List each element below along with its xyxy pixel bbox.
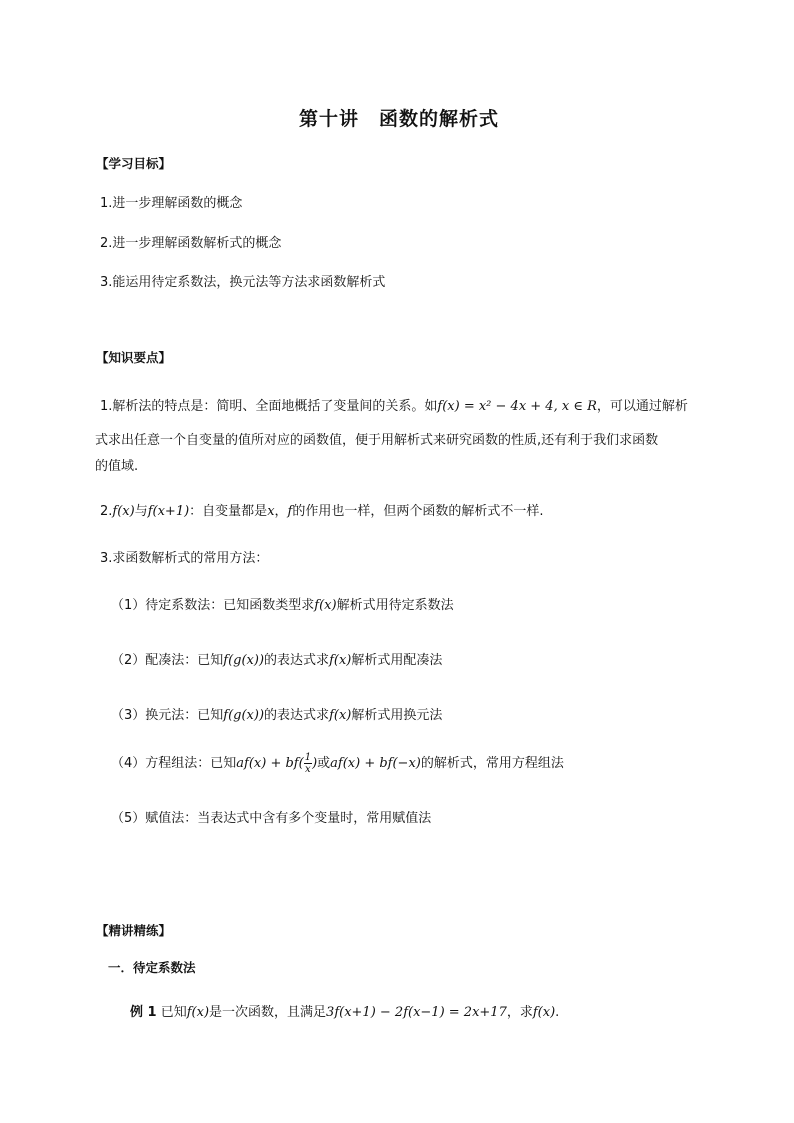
text: 2. <box>100 504 113 519</box>
formula: f(g(x)) <box>223 653 265 668</box>
formula: af(x) + bf(−x) <box>330 756 421 771</box>
formula: ) <box>312 756 318 771</box>
goal-item: 2.进一步理解函数解析式的概念 <box>100 236 282 251</box>
text: 的表达式求 <box>264 653 330 668</box>
text: 1.解析法的特点是：简明、全面地概括了变量间的关系。如 <box>100 399 438 414</box>
subsection-heading: 一．待定系数法 <box>108 960 196 975</box>
fraction <box>304 752 312 775</box>
fraction-denominator: x <box>305 764 311 775</box>
text: 的表达式求 <box>264 708 330 723</box>
text: （2）配凑法：已知 <box>111 653 224 668</box>
text: 是一次函数，且满足 <box>209 1005 327 1020</box>
formula: f(x) = x² − 4x + 4, x ∈ R <box>437 399 597 414</box>
formula: f(x) <box>314 598 337 613</box>
text: ：自变量都是 <box>189 504 268 519</box>
method-1 <box>111 594 454 613</box>
text: 解析式用配凑法 <box>351 653 443 668</box>
formula: f <box>287 504 293 519</box>
page-title: 第十讲 函数的解析式 <box>299 108 500 130</box>
section-header-goals: 【学习目标】 <box>96 156 172 171</box>
formula: x <box>267 504 275 519</box>
text: ， <box>274 504 288 519</box>
formula: f(x) <box>532 1005 556 1020</box>
formula: f(x) <box>329 653 352 668</box>
method-3 <box>111 704 442 723</box>
text: （1）待定系数法：已知函数类型求 <box>111 598 315 613</box>
text: （3）换元法：已知 <box>111 708 224 723</box>
knowledge-point-1-line3: 的值域. <box>95 459 139 474</box>
goal-item: 3.能运用待定系数法，换元法等方法求函数解析式 <box>100 275 386 290</box>
text: 的解析式，常用方程组法 <box>420 756 564 771</box>
fraction-numerator: 1 <box>304 752 312 763</box>
text: （4）方程组法：已知 <box>111 756 237 771</box>
knowledge-point-1-line2: 式求出任意一个自变量的值所对应的函数值，便于用解析式来研究函数的性质,还有利于我们求函数 <box>95 433 659 448</box>
text: ，求 <box>506 1005 533 1020</box>
knowledge-point-3: 3.求函数解析式的常用方法： <box>100 551 269 566</box>
formula: f(x) <box>186 1005 210 1020</box>
section-header-practice: 【精讲精练】 <box>96 923 172 938</box>
text: . <box>555 1005 560 1020</box>
text: 解析式用待定系数法 <box>336 598 454 613</box>
method-5: （5）赋值法：当表达式中含有多个变量时，常用赋值法 <box>111 811 432 826</box>
text: 的作用也一样，但两个函数的解析式不一样. <box>292 504 544 519</box>
goal-item: 1.进一步理解函数的概念 <box>100 196 243 211</box>
formula: f(g(x)) <box>223 708 265 723</box>
text: 已知 <box>160 1005 187 1020</box>
text: 解析式用换元法 <box>351 708 443 723</box>
example-label: 例 1 <box>130 1005 157 1020</box>
example-1 <box>130 1001 559 1020</box>
formula: f(x+1) <box>147 504 190 519</box>
formula: af(x) + bf( <box>236 756 304 771</box>
formula: f(x) <box>112 504 135 519</box>
method-4 <box>111 752 564 775</box>
text: ，可以通过解析 <box>596 399 688 414</box>
text: 与 <box>134 504 148 519</box>
knowledge-point-1 <box>100 395 688 414</box>
text: 或 <box>317 756 331 771</box>
section-header-knowledge: 【知识要点】 <box>96 350 172 365</box>
formula: f(x) <box>329 708 352 723</box>
knowledge-point-2 <box>100 500 544 519</box>
formula: 3f(x+1) − 2f(x−1) = 2x+17 <box>326 1005 507 1020</box>
method-2 <box>111 649 442 668</box>
